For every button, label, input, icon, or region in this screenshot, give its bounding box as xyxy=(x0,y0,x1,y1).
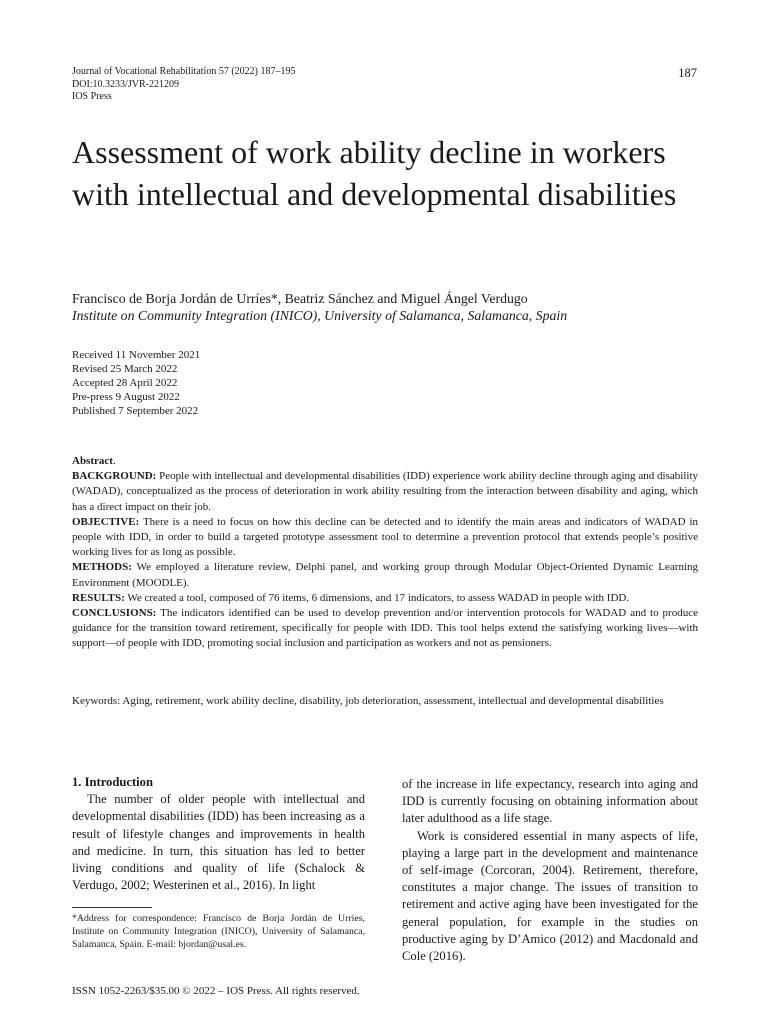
journal-citation: Journal of Vocational Rehabilitation 57 (2022) 187–195 xyxy=(72,66,296,77)
intro-paragraph-1: The number of older people with intellectual and developmental disabilities (IDD) has been increasing as a result of lifestyle changes and improvements in health and medicine. In turn, this situation has led to better living conditions and quality of life (Schalock & Verdugo, 2002; Westerinen et al., 2016). In light xyxy=(72,792,365,893)
keywords: Keywords: Aging, retirement, work ability decline, disability, job deterioration, assessment, intellectual and developmental disabilities xyxy=(72,695,664,707)
date-published: Published 7 September 2022 xyxy=(72,405,199,417)
paper-title: Assessment of work ability decline in workers with intellectual and developmental disabilities xyxy=(72,134,677,212)
correspondence-footnote: *Address for correspondence: Francisco de Borja Jordán de Urríes, Institute on Community Integration (INICO), University of Salamanca, Salamanca, Spain. E-mail: bjordan@usal.es. xyxy=(72,913,365,950)
abstract-methods: METHODS: We employed a literature review, Delphi panel, and working group through Modular Object-Oriented Dynamic Learning Environment (MOODLE). xyxy=(72,561,698,589)
journal-header xyxy=(72,66,296,104)
publisher: IOS Press xyxy=(72,91,112,102)
abstract-objective: OBJECTIVE: There is a need to focus on how this decline can be detected and to identify the main areas and indicators of WADAD in people with IDD, in order to build a targeted prototype assessment tool to determine a prevention protocol that extends people’s positive working lives for as long as possible. xyxy=(72,515,698,559)
date-accepted: Accepted 28 April 2022 xyxy=(72,377,178,389)
footnote-divider xyxy=(72,907,152,908)
abstract-conclusions: CONCLUSIONS: The indicators identified can be used to develop prevention and/or intervention protocols for WADAD and to produce guidance for the transition toward retirement, specifically for people with IDD. This tool helps extend the satisfying working lives—with support—of people with IDD, promoting social inclusion and participation as workers and not as pensioners. xyxy=(72,607,698,650)
publication-dates xyxy=(72,348,200,418)
abstract xyxy=(72,454,698,652)
right-column xyxy=(402,776,698,965)
affiliation: Institute on Community Integration (INICO), University of Salamanca, Salamanca, Spain xyxy=(72,308,568,323)
abstract-heading: Abstract. xyxy=(72,455,116,467)
abstract-background: BACKGROUND: People with intellectual and developmental disabilities (IDD) experience work ability decline through aging and disability (WADAD), conceptualized as the process of deterioration in work ability resulting from the interaction between disability and aging, which has a direct impact on their job. xyxy=(72,470,698,513)
authors: Francisco de Borja Jordán de Urríes*, Beatriz Sánchez and Miguel Ángel Verdugo xyxy=(72,291,528,306)
page-number: 187 xyxy=(678,66,697,80)
date-received: Received 11 November 2021 xyxy=(72,349,201,361)
intro-paragraph-1-cont: of the increase in life expectancy, research into aging and IDD is currently focusing on obtaining information about later adulthood as a life stage. xyxy=(402,777,698,826)
abstract-results: RESULTS: We created a tool, composed of 76 items, 6 dimensions, and 17 indicators, to assess WADAD in people with IDD. xyxy=(72,591,630,604)
doi: DOI:10.3233/JVR-221209 xyxy=(72,78,179,90)
left-column xyxy=(72,774,365,894)
section-heading-introduction: 1. Introduction xyxy=(72,775,153,789)
copyright-footer: ISSN 1052-2263/$35.00 © 2022 – IOS Press. All rights reserved. xyxy=(72,985,360,997)
date-prepress: Pre-press 9 August 2022 xyxy=(72,391,180,403)
date-revised: Revised 25 March 2022 xyxy=(72,363,178,375)
intro-paragraph-2: Work is considered essential in many aspects of life, playing a large part in the development and maintenance of self-image (Corcoran, 2004). Retirement, therefore, constitutes a major change. The issues of transition to retirement and active aging have been investigated for the general population, for example in the studies on productive aging by D’Amico (2012) and Macdonald and Cole (2016). xyxy=(402,828,698,964)
